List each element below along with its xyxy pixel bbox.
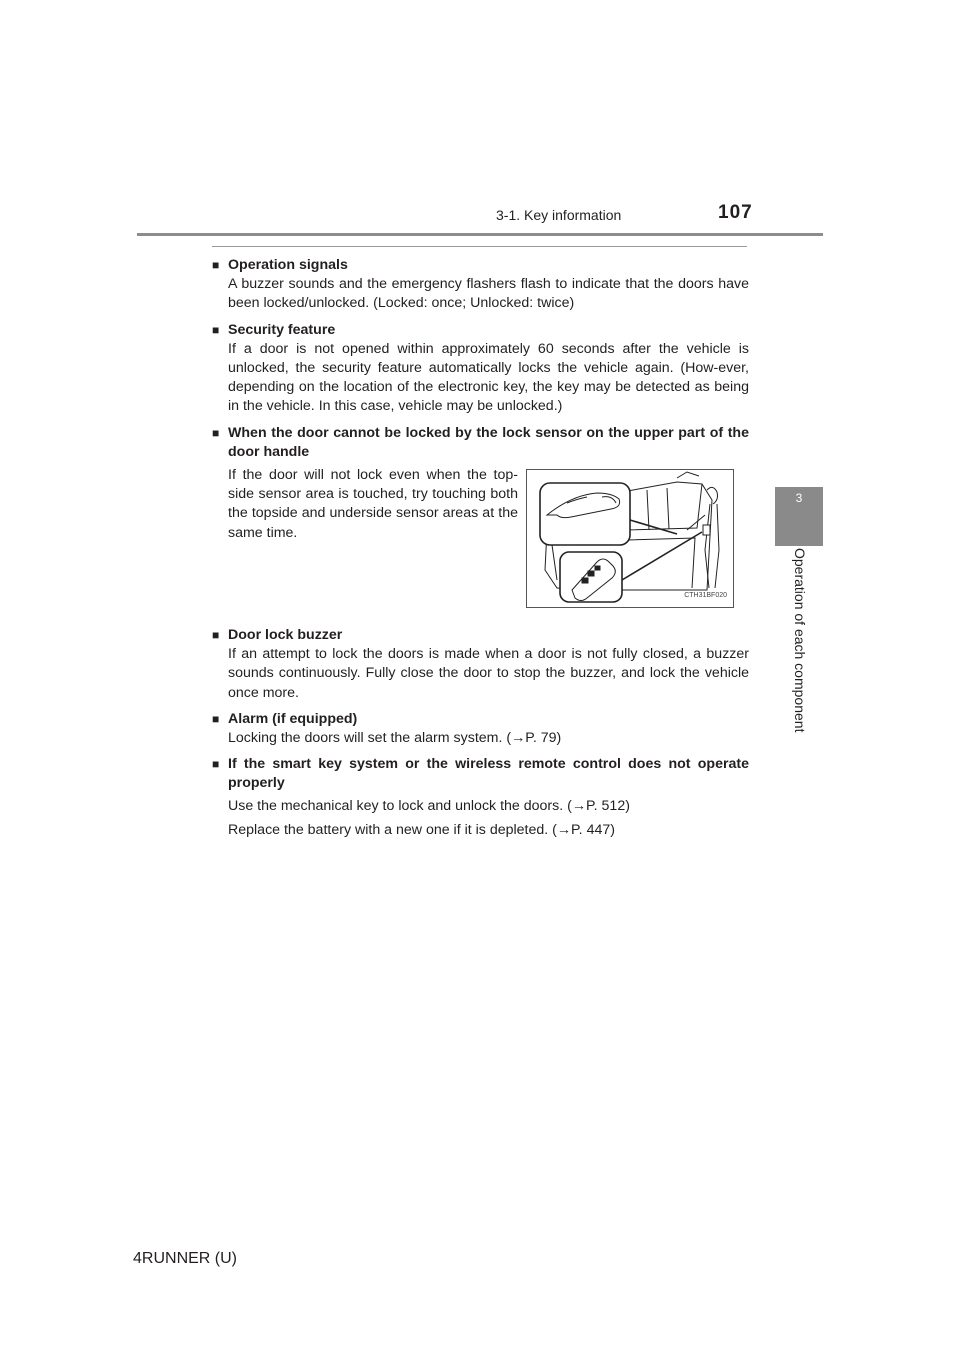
bullet-square-icon: ■ [212,425,220,440]
item-heading [212,321,749,340]
footer-model: 4RUNNER (U) [133,1250,237,1267]
item-heading-text: When the door cannot be locked by the lock sensor on the upper part of the door handle [228,424,749,460]
item-heading [212,755,749,793]
chapter-tab-label: Operation of each component [792,548,808,733]
item-body [212,275,749,313]
item-body-paragraph: A buzzer sounds and the emergency flashers flash to indicate that the doors have been locked/unlocked. (Locked: once; Unlocked: twice) [228,276,749,312]
item-body [212,645,749,703]
figure-code: CTH31BF020 [684,591,727,599]
figure-description: If the door will not lock even when the top-side sensor area is touched, try touching both the topside and underside sensor areas at the same time. [228,467,518,541]
item-heading [212,710,749,729]
bullet-square-icon: ■ [212,628,220,643]
item-body [212,729,749,748]
item-body [212,340,749,417]
bullet-square-icon: ■ [212,322,220,337]
item-lock-sensor [212,424,749,616]
item-heading [212,256,749,275]
door-handle-illustration [526,469,734,608]
item-body [212,797,749,840]
item-body-paragraph: If a door is not opened within approximately 60 seconds after the vehicle is unlocked, the security feature automatically locks the vehicle again. (How-ever, depending on the location of the electronic key, the key may be detected as being in the vehicle. In this case, vehicle may be unlocked.) [228,340,749,415]
item-heading-text: If the smart key system or the wireless remote control does not operate properly [228,756,749,792]
figure-row [212,466,749,616]
item-heading [212,626,749,645]
item-body-paragraph: If an attempt to lock the doors is made when a door is not fully closed, a buzzer sounds continuously. Fully close the door to stop the buzzer, and lock the vehicle once more. [228,646,749,701]
page-content [212,256,749,847]
chapter-tab-number: 3 [795,491,803,505]
item-heading-text: Alarm (if equipped) [228,710,358,727]
chapter-tab [775,487,823,546]
item-door-lock-buzzer [212,626,749,703]
item-heading-text: Door lock buzzer [228,627,343,644]
item-security-feature [212,321,749,417]
header-rule [137,233,823,236]
item-smart-key-not-operating [212,755,749,840]
item-operation-signals [212,256,749,314]
item-body-paragraph: Replace the battery with a new one if it is depleted. (→P. 447) [228,821,615,838]
item-heading-text: Operation signals [228,257,348,273]
bullet-square-icon: ■ [212,258,220,272]
item-heading-text: Security feature [228,321,336,338]
item-body-paragraph: Locking the doors will set the alarm system. (→P. 79) [228,730,562,747]
bullet-square-icon: ■ [212,711,220,726]
item-alarm [212,710,749,748]
page-number: 107 [718,202,753,223]
bullet-square-icon: ■ [212,757,220,772]
content-rule [212,246,747,247]
item-body-paragraph: Use the mechanical key to lock and unlock the doors. (→P. 512) [228,797,630,814]
running-header-section: 3-1. Key information [496,207,622,223]
item-heading [212,424,749,462]
